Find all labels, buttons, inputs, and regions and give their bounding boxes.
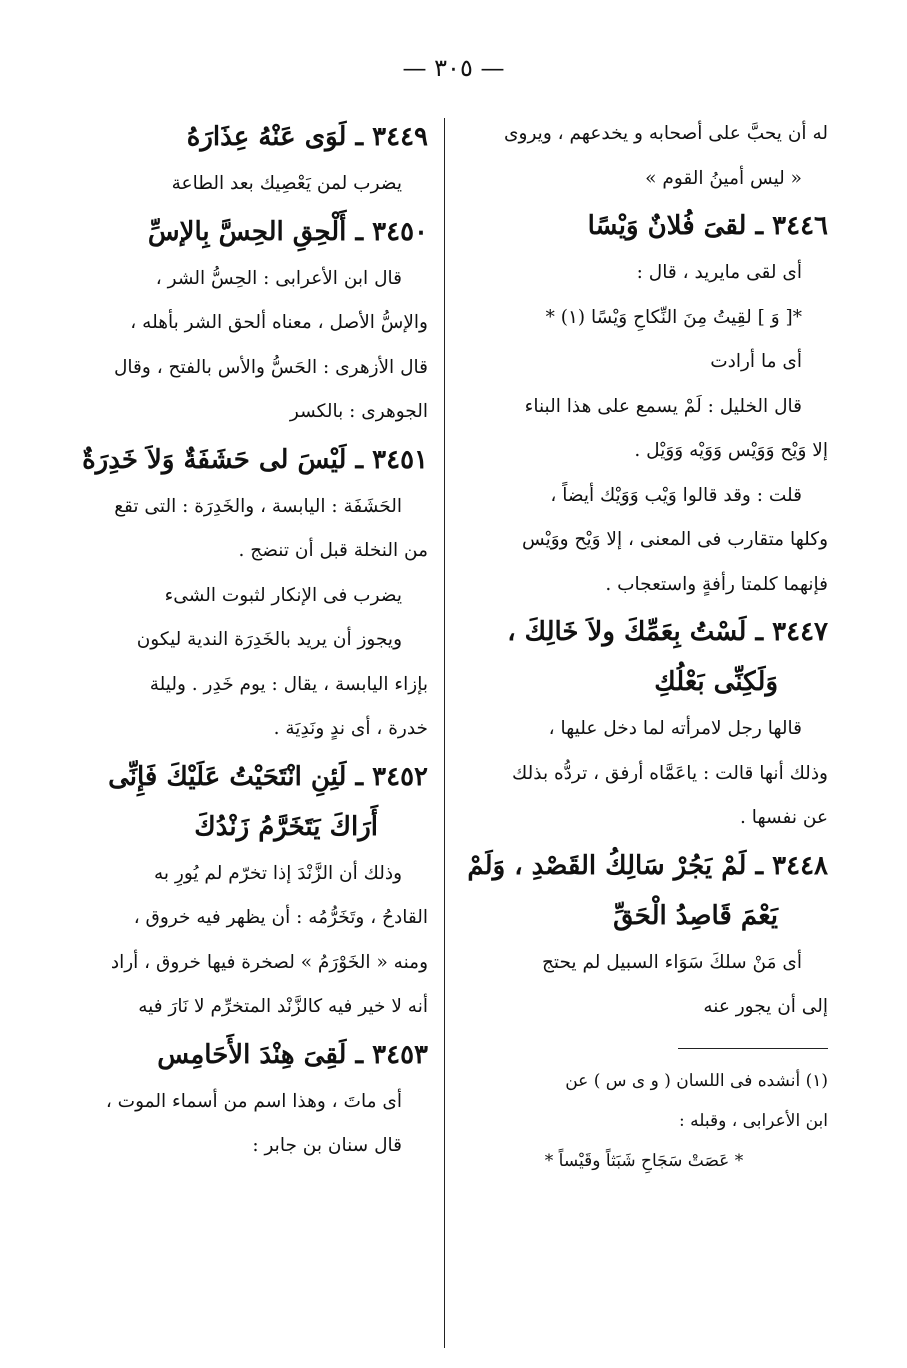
text-line: خدرة ، أى ندٍ ونَدِيَة .	[273, 718, 428, 739]
text-line: إلا وَيْح وَوَيْس وَوَيْه وَوَيْل .	[634, 440, 828, 461]
text-line: بإزاء اليابسة ، يقال : يوم خَدِر . وليلة	[149, 673, 428, 695]
proverb-heading: ٣٤٤٧ ـ لَسْتُ بِعَمِّكَ ولاَ خَالِكَ ،	[507, 617, 828, 647]
text-line: الحَشَفَة : اليابسة ، والخَدِرَة : التى تقع	[114, 495, 402, 517]
text-line: من النخلة قبل أن تنضج .	[238, 540, 428, 561]
footnote-line: (١) أنشده فى اللسان ( و ى س ) عن	[565, 1070, 828, 1091]
text-line: قلت : وقد قالوا وَيْب وَوَيْك أيضاً ،	[550, 484, 802, 506]
text-line: وذلك أنها قالت : ياعَمَّاه أرفق ، تردُّه بذلك	[512, 762, 828, 784]
text-line: قال سنان بن جابر :	[252, 1135, 402, 1156]
proverb-heading: ٣٤٥١ ـ لَيْسَ لى حَشَفَةٌ وَلاَ خَدِرَةٌ	[82, 444, 428, 475]
text-line: قال الأزهرى : الحَسُّ والأس بالفتح ، وقال	[113, 356, 428, 378]
text-line: أى ما أرادت	[710, 351, 802, 372]
text-line: ويجوز أن يريد بالخَدِرَة الندية ليكون	[136, 629, 402, 650]
text-line: يضرب فى الإنكار لثبوت الشىء	[164, 584, 402, 606]
text-line: الجوهرى : بالكسر	[289, 401, 428, 422]
text-line: يضرب لمن يَعْصِيك بعد الطاعة	[171, 173, 402, 194]
proverb-heading: ٣٤٤٦ ـ لقىَ فُلانٌ وَيْسًا	[587, 211, 828, 241]
text-line: قال ابن الأعرابى : الحِسُّ الشر ،	[155, 267, 402, 289]
text-line: أى مَنْ سلكَ سَوَاء السبيل لم يحتج	[541, 951, 802, 973]
text-line: *[ وَ ] لقِيتُ مِنَ النِّكاحِ وَيْسًا (١) *	[545, 306, 802, 328]
text-line: قال الخليل : لَمْ يسمع على هذا البناء	[524, 395, 802, 417]
text-line: فإنهما كلمتا رأفةٍ واستعجاب .	[605, 573, 828, 595]
footnote-line: ابن الأعرابى ، وقبله :	[679, 1110, 828, 1131]
proverb-heading: ٣٤٤٩ ـ لَوَى عَنْهُ عِذَارَهُ	[186, 122, 428, 152]
text-line: القادحُ ، وتَخَرُّمُه : أن يظهر فيه خروق ،	[133, 907, 428, 928]
proverb-heading-continuation: يَعْمَ قَاصِدُ الْحَقِّ	[613, 900, 778, 931]
column-divider	[444, 118, 445, 1348]
text-line: عن نفسها .	[740, 807, 828, 828]
proverb-heading: ٣٤٥٣ ـ لَقِىَ هِنْدَ الأَحَامِس	[157, 1039, 428, 1070]
proverb-heading-continuation: وَلَكِنِّى بَعْلُكِ	[654, 667, 778, 697]
text-line: قالها رجل لامرأته لما دخل عليها ،	[548, 718, 802, 739]
left-column	[74, 112, 428, 1169]
page-number: — ٣٠٥ —	[402, 54, 505, 82]
proverb-heading: ٣٤٥٠ ـ أَلْحِقِ الحِسَّ بِالإسِّ	[147, 216, 428, 247]
text-line: « ليس أمينُ القوم »	[645, 167, 802, 189]
text-line: أى لقى مايريد ، قال :	[636, 262, 802, 283]
proverb-heading: ٣٤٥٢ ـ لَئِنِ انْتَحَيْتُ عَلَيْكَ فَإِنِّى	[108, 761, 428, 792]
text-line: وذلك أن الزَّنْدَ إذا تخرّم لم يُورِ به	[153, 862, 402, 884]
proverb-heading-continuation: أَرَاكَ يَتَخَرَّمُ زَنْدُكَ	[194, 811, 378, 842]
footnote-rule	[678, 1048, 828, 1049]
footnote-line: * عَصَتْ سَجَاحِ شَبَثاً وقَيْساً *	[544, 1150, 744, 1171]
text-line: ومنه « الخَوْرَمُ » لصخرة فيها خروق ، أراد	[110, 951, 428, 973]
proverb-heading: ٣٤٤٨ ـ لَمْ يَجُرْ سَالِكُ القَصْدِ ، وَلَمْ	[467, 850, 828, 881]
text-line: أى ماتَ ، وهذا اسم من أسماء الموت ،	[105, 1090, 402, 1112]
text-line: أنه لا خير فيه كالزَّنْد المتخرِّم لا نَارَ فيه	[138, 996, 428, 1017]
text-line: له أن يحبَّ على أصحابه و يخدعهم ، ويروى	[504, 123, 828, 144]
text-line: وكلها متقارب فى المعنى ، إلا وَيْح ووَيْس	[522, 529, 828, 550]
right-column	[460, 112, 828, 1181]
text-line: والإسُّ الأصل ، معناه ألحق الشر بأهله ،	[130, 312, 428, 333]
text-line: إلى أن يجور عنه	[703, 996, 828, 1017]
